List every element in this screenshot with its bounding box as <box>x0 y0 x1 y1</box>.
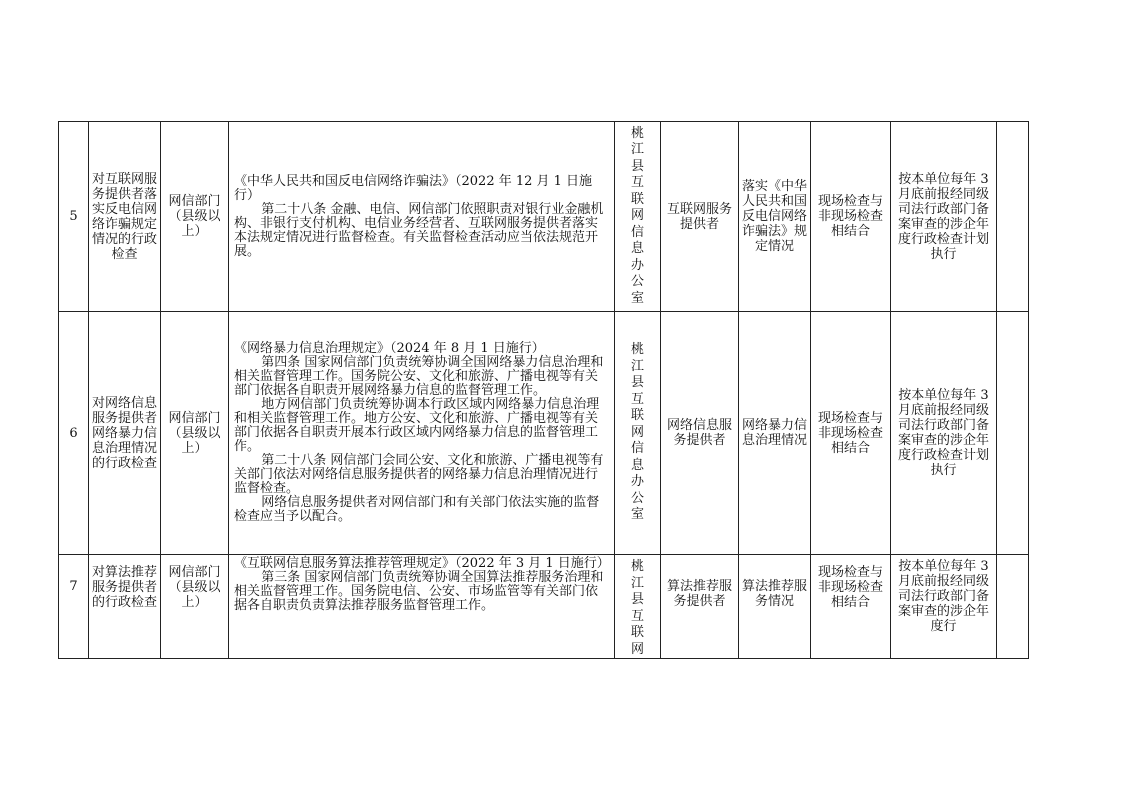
legal-basis <box>229 555 615 659</box>
law-paragraph: 第三条 国家网信部门负责统筹协调全国算法推荐服务治理和相关监督管理工作。国务院电信、公安、市场监管等有关部门依据各自职责负责算法推荐服务监督管理工作。 <box>234 570 604 613</box>
inspecting-organization: 桃江县互联网 <box>615 555 661 659</box>
department: 网信部门（县级以上） <box>161 312 229 555</box>
note <box>997 122 1029 312</box>
note <box>997 555 1029 659</box>
inspection-content: 算法推荐服务情况 <box>739 555 811 659</box>
table-row <box>59 312 1029 555</box>
inspection-basis: 按本单位每年 3 月底前报经同级司法行政部门备案审查的涉企年度行政检查计划执行 <box>891 312 997 555</box>
row-number: 5 <box>59 122 89 312</box>
law-paragraph: 地方网信部门负责统筹协调本行政区域内网络暴力信息治理和相关监督管理工作。地方公安、文化和旅游、广播电视等有关部门依据各自职责开展本行政区域内网络暴力信息的监督管理工作。 <box>234 397 600 454</box>
law-title: 《互联网信息服务算法推荐管理规定》（2022 年 3 月 1 日施行） <box>234 556 610 571</box>
inspection-basis: 按本单位每年 3 月底前报经同级司法行政部门备案审查的涉企年度行政检查计划执行 <box>891 122 997 312</box>
legal-basis <box>229 312 615 555</box>
inspection-basis: 按本单位每年 3 月底前报经同级司法行政部门备案审查的涉企年度行 <box>891 555 997 659</box>
law-paragraph: 第二十八条 金融、电信、网信部门依照职责对银行业金融机构、非银行支付机构、电信业务经营者、互联网服务提供者落实本法规定情况进行监督检查。有关监督检查活动应当依法规范开展。 <box>234 201 604 259</box>
law-paragraph: 第四条 国家网信部门负责统筹协调全国网络暴力信息治理和相关监督管理工作。国务院公安、文化和旅游、广播电视等有关部门依据各自职责开展网络暴力信息的监督管理工作。 <box>234 355 604 398</box>
department: 网信部门（县级以上） <box>161 122 229 312</box>
table-row <box>59 555 1029 659</box>
inspection-content: 网络暴力信息治理情况 <box>739 312 811 555</box>
law-title: 《中华人民共和国反电信网络诈骗法》（2022 年 12 月 1 日施行） <box>234 173 593 203</box>
table-row <box>59 122 1029 312</box>
row-number: 7 <box>59 555 89 659</box>
law-title: 《网络暴力信息治理规定》（2024 年 8 月 1 日施行） <box>234 341 545 356</box>
note <box>997 312 1029 555</box>
inspection-item: 对算法推荐服务提供者的行政检查 <box>89 555 161 659</box>
row-number: 6 <box>59 312 89 555</box>
inspection-table <box>58 121 1029 659</box>
inspection-method: 现场检查与非现场检查相结合 <box>811 122 891 312</box>
inspection-content: 落实《中华人民共和国反电信网络诈骗法》规定情况 <box>739 122 811 312</box>
inspection-item: 对网络信息服务提供者网络暴力信息治理情况的行政检查 <box>89 312 161 555</box>
inspecting-organization: 桃江县互联网信息办公室 <box>615 312 661 555</box>
law-paragraph: 第二十八条 网信部门会同公安、文化和旅游、广播电视等有关部门依法对网络信息服务提供者的网络暴力信息治理情况进行监督检查。 <box>234 453 604 496</box>
inspection-item: 对互联网服务提供者落实反电信网络诈骗规定情况的行政检查 <box>89 122 161 312</box>
legal-basis <box>229 122 615 312</box>
inspection-method: 现场检查与非现场检查相结合 <box>811 555 891 659</box>
law-paragraph: 网络信息服务提供者对网信部门和有关部门依法实施的监督检查应当予以配合。 <box>234 495 600 524</box>
inspection-object: 算法推荐服务提供者 <box>661 555 739 659</box>
department: 网信部门（县级以上） <box>161 555 229 659</box>
inspecting-organization: 桃江县互联网信息办公室 <box>615 122 661 312</box>
inspection-object: 网络信息服务提供者 <box>661 312 739 555</box>
inspection-method: 现场检查与非现场检查相结合 <box>811 312 891 555</box>
inspection-object: 互联网服务提供者 <box>661 122 739 312</box>
